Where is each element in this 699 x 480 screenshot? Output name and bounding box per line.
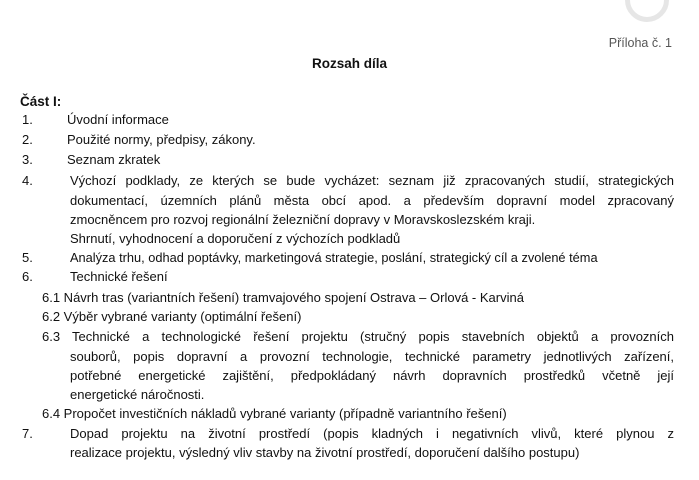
item-text: Seznam zkratek <box>67 152 161 167</box>
sub-item-6-3-line-3 <box>0 366 699 386</box>
sub-item-6-1 <box>0 288 699 308</box>
list-item-4-line-3 <box>0 210 699 230</box>
item-text-line: 6.3 Technické a technologické řešení projektu (stručný popis stavebních objektů a provozních <box>42 329 674 344</box>
item-text-line: potřebné energetické zajištění, předpokládaný návrh dopravních prostředků včetně její <box>70 368 674 383</box>
item-text: Analýza trhu, odhad poptávky, marketingová strategie, poslání, strategický cíl a zvolené téma <box>70 250 598 265</box>
item-text-line: Shrnutí, vyhodnocení a doporučení z výchozích podkladů <box>70 231 401 246</box>
item-number: 2. <box>22 132 33 147</box>
list-item-7-line-2 <box>0 443 699 463</box>
list-item-3 <box>0 150 699 170</box>
list-item-7 <box>0 424 699 444</box>
list-item-6 <box>0 267 699 287</box>
sub-item-6-3-line-2 <box>0 347 699 367</box>
corner-logo <box>625 0 669 22</box>
item-number: 7. <box>22 426 33 441</box>
item-text: Použité normy, předpisy, zákony. <box>67 132 256 147</box>
sub-item-6-3-line-4 <box>0 385 699 405</box>
item-number: 3. <box>22 152 33 167</box>
item-text-line: Dopad projektu na životní prostředí (popis kladných i negativních vlivů, které plynou z <box>70 426 674 441</box>
item-text-line: souborů, popis dopravní a provozní technologie, technické parametry jednotlivých zařízení, <box>70 349 674 364</box>
sub-item-6-2 <box>0 307 699 327</box>
sub-item-6-3 <box>0 327 699 347</box>
item-text-line: realizace projektu, výsledný vliv stavby na životní prostředí, doporučení dalšího postupu) <box>70 445 580 460</box>
list-item-5 <box>0 248 699 268</box>
item-number: 5. <box>22 250 33 265</box>
item-number: 4. <box>22 173 33 188</box>
sub-item-6-4 <box>0 404 699 424</box>
list-item-4-line-2 <box>0 191 699 211</box>
item-text: 6.2 Výběr vybrané varianty (optimální řešení) <box>42 309 302 324</box>
item-text: 6.1 Návrh tras (variantních řešení) tramvajového spojení Ostrava – Orlová - Karviná <box>42 290 524 305</box>
list-item-4 <box>0 171 699 191</box>
list-item-1 <box>0 110 699 130</box>
item-number: 6. <box>22 269 33 284</box>
item-text: 6.4 Propočet investičních nákladů vybrané varianty (případně variantního řešení) <box>42 406 507 421</box>
item-number: 1. <box>22 112 33 127</box>
item-text-line: zmocněncem pro rozvoj regionální železniční dopravy v Moravskoslezském kraji. <box>70 212 536 227</box>
item-text-line: dokumentací, územních plánů města obcí apod. a především dopravní model zpracovaný <box>70 193 674 208</box>
item-text-line: energetické náročnosti. <box>70 387 205 402</box>
item-text-line: Výchozí podklady, ze kterých se bude vycházet: seznam již zpracovaných studií, strategických <box>70 173 674 188</box>
document-title: Rozsah díla <box>311 56 387 71</box>
annex-label: Příloha č. 1 <box>608 36 672 50</box>
list-item-2 <box>0 130 699 150</box>
item-text: Technické řešení <box>70 269 168 284</box>
list-item-4-line-4 <box>0 229 699 249</box>
part-heading: Část I: <box>20 94 62 109</box>
item-text: Úvodní informace <box>67 112 169 127</box>
